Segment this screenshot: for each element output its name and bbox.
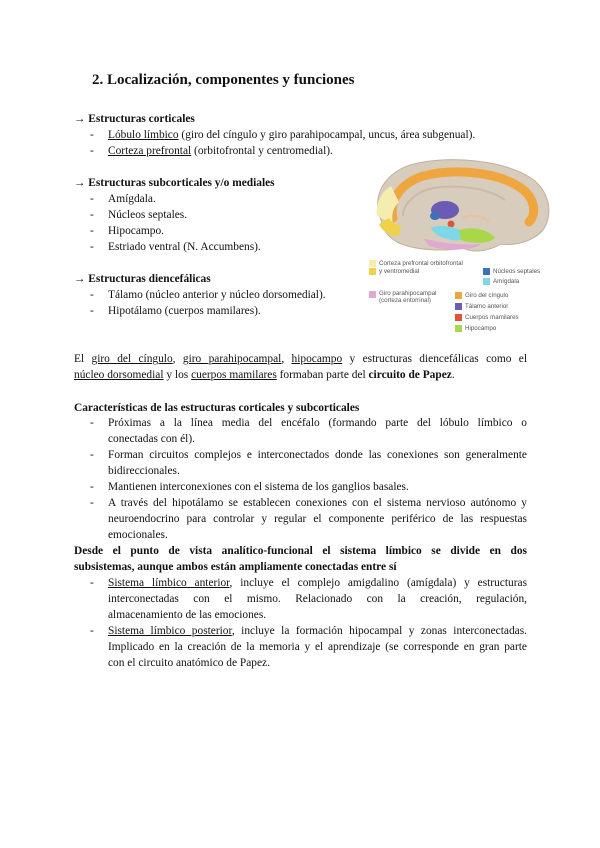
char-item-4-line2: neuroendocrino para controlar y regular el componente periférico de las respuestas xyxy=(108,513,527,525)
list-item-text: Amígdala. xyxy=(108,193,156,205)
subcortical-title-text: Estructuras subcorticales y/o mediales xyxy=(88,177,275,189)
dash: - xyxy=(90,145,94,157)
cortical-item-term: Corteza prefrontal xyxy=(108,145,192,157)
brain-illustration xyxy=(363,158,553,256)
list-item-text: Hipocampo. xyxy=(108,225,164,237)
legend-prefrontal-line1: Corteza prefrontal orbitofrontal xyxy=(379,260,463,267)
term-mamillary: cuerpos mamilares xyxy=(191,369,277,381)
characteristics-title: Características de las estructuras corticales y subcorticales xyxy=(74,402,360,414)
term-dorsomedial: núcleo dorsomedial xyxy=(74,369,164,381)
dash: - xyxy=(90,193,94,205)
diencephalic-title xyxy=(74,271,211,287)
legend-swatch-hippocampus xyxy=(455,325,462,332)
legend-swatch-thalamus xyxy=(455,303,462,310)
papez-paragraph-line2: núcleo dorsomedial y los cuerpos mamilares formaban parte del circuito de Papez. xyxy=(74,369,455,381)
dash: - xyxy=(90,497,94,509)
cortical-title-text: Estructuras corticales xyxy=(88,113,195,125)
dash: - xyxy=(90,209,94,221)
papez-paragraph-line1: El giro del cíngulo, giro parahipocampal, hipocampo y estructuras diencefálicas como el xyxy=(74,353,527,365)
legend-septal: Núcleos septales xyxy=(493,268,541,275)
dash: - xyxy=(90,481,94,493)
cortical-item-text: (orbitofrontal y centromedial). xyxy=(191,145,333,157)
char-item-2-line1: Forman circuitos complejos e interconectados donde las conexiones son generalmente xyxy=(108,449,527,461)
term-anterior-system: Sistema límbico anterior xyxy=(108,577,230,589)
dash: - xyxy=(90,129,94,141)
char-item-3-line1: Mantienen interconexiones con el sistema de los ganglios basales. xyxy=(108,481,409,493)
legend-swatch-mamillary xyxy=(455,314,462,321)
list-item-text: Núcleos septales. xyxy=(108,209,188,221)
subcortical-title xyxy=(74,175,275,191)
dash: - xyxy=(90,241,94,253)
list-item-text: Tálamo (núcleo anterior y núcleo dorsomedial). xyxy=(108,289,326,301)
arrow-icon: → xyxy=(74,113,86,125)
char-item-1-line1: Próximas a la línea media del encéfalo (formando parte del lóbulo límbico o xyxy=(108,417,527,429)
dash: - xyxy=(90,305,94,317)
char-item-1-line2: conectadas con él). xyxy=(108,433,195,445)
legend-swatch-parahippocampal xyxy=(369,291,376,298)
char-item-2-line2: bidireccionales. xyxy=(108,465,180,477)
dash: - xyxy=(90,289,94,301)
diencephalic-title-text: Estructuras diencefálicas xyxy=(88,273,211,285)
cortical-item-term: Lóbulo límbico xyxy=(108,129,179,141)
legend-thalamus: Tálamo anterior xyxy=(465,303,509,310)
cortical-item-text: (giro del cíngulo y giro parahipocampal, uncus, área subgenual). xyxy=(178,129,476,141)
func-item-2-line1: Sistema límbico posterior, incluye la formación hipocampal y zonas interconectadas. xyxy=(108,625,527,637)
term-posterior-system: Sistema límbico posterior xyxy=(108,625,232,637)
char-item-4-line1: A través del hipotálamo se establecen conexiones con el sistema nervioso autónomo y xyxy=(108,497,527,509)
func-item-2-line3: con el circuito anatómico de Papez. xyxy=(108,657,270,669)
legend-hippocampus: Hipocampo xyxy=(465,325,497,332)
arrow-icon: → xyxy=(74,177,86,189)
cortical-title xyxy=(74,111,195,127)
term-papez: circuito de Papez xyxy=(368,369,452,381)
legend-mamillary: Cuerpos mamilares xyxy=(465,314,519,321)
legend-cingulate: Giro del cíngulo xyxy=(465,292,509,299)
func-item-1-line1: Sistema límbico anterior, incluye el complejo amigdalino (amígdala) y estructuras xyxy=(108,577,527,589)
functional-title-line2: subsistemas, aunque ambos están ampliamente conectadas entre sí xyxy=(74,561,397,573)
dash: - xyxy=(90,625,94,637)
functional-title-line1: Desde el punto de vista analítico-funcional el sistema límbico se divide en dos xyxy=(74,545,527,557)
dash: - xyxy=(90,417,94,429)
dash: - xyxy=(90,577,94,589)
dash: - xyxy=(90,225,94,237)
func-item-2-line2: Implicado en la creación de la memoria y el aprendizaje (se corresponde en gran parte xyxy=(108,641,527,653)
legend-swatch-amygdala xyxy=(483,278,490,285)
list-item-text: Hipotálamo (cuerpos mamilares). xyxy=(108,305,261,317)
legend-swatch-cingulate xyxy=(455,292,462,299)
func-item-1-line3: almacenamiento de las emociones. xyxy=(108,609,267,621)
legend-swatch-septal xyxy=(483,268,490,275)
section-heading: 2. Localización, componentes y funciones xyxy=(92,72,355,88)
term-cingulate: giro del cíngulo xyxy=(91,353,173,365)
term-parahippocampal: giro parahipocampal xyxy=(182,353,282,365)
list-item-text: Estriado ventral (N. Accumbens). xyxy=(108,241,261,253)
func-item-1-line2: interconectadas con el mismo. Relacionado con la creación, regulación, xyxy=(108,593,527,605)
arrow-icon: → xyxy=(74,273,86,285)
brain-figure xyxy=(363,158,553,338)
term-hippocampus: hipocampo xyxy=(291,353,343,365)
legend-swatch-prefrontal xyxy=(369,268,376,275)
legend-amygdala: Amígdala xyxy=(493,278,520,285)
dash: - xyxy=(90,449,94,461)
legend-parahippocampal-line1: Giro parahipocampal xyxy=(379,290,437,297)
char-item-4-line3: emocionales. xyxy=(108,529,168,541)
legend-parahippocampal-line2: (corteza entorrinal) xyxy=(379,297,431,304)
legend-prefrontal-line2: y ventromedial xyxy=(379,268,420,275)
legend-swatch-prefrontal-light xyxy=(369,260,376,267)
